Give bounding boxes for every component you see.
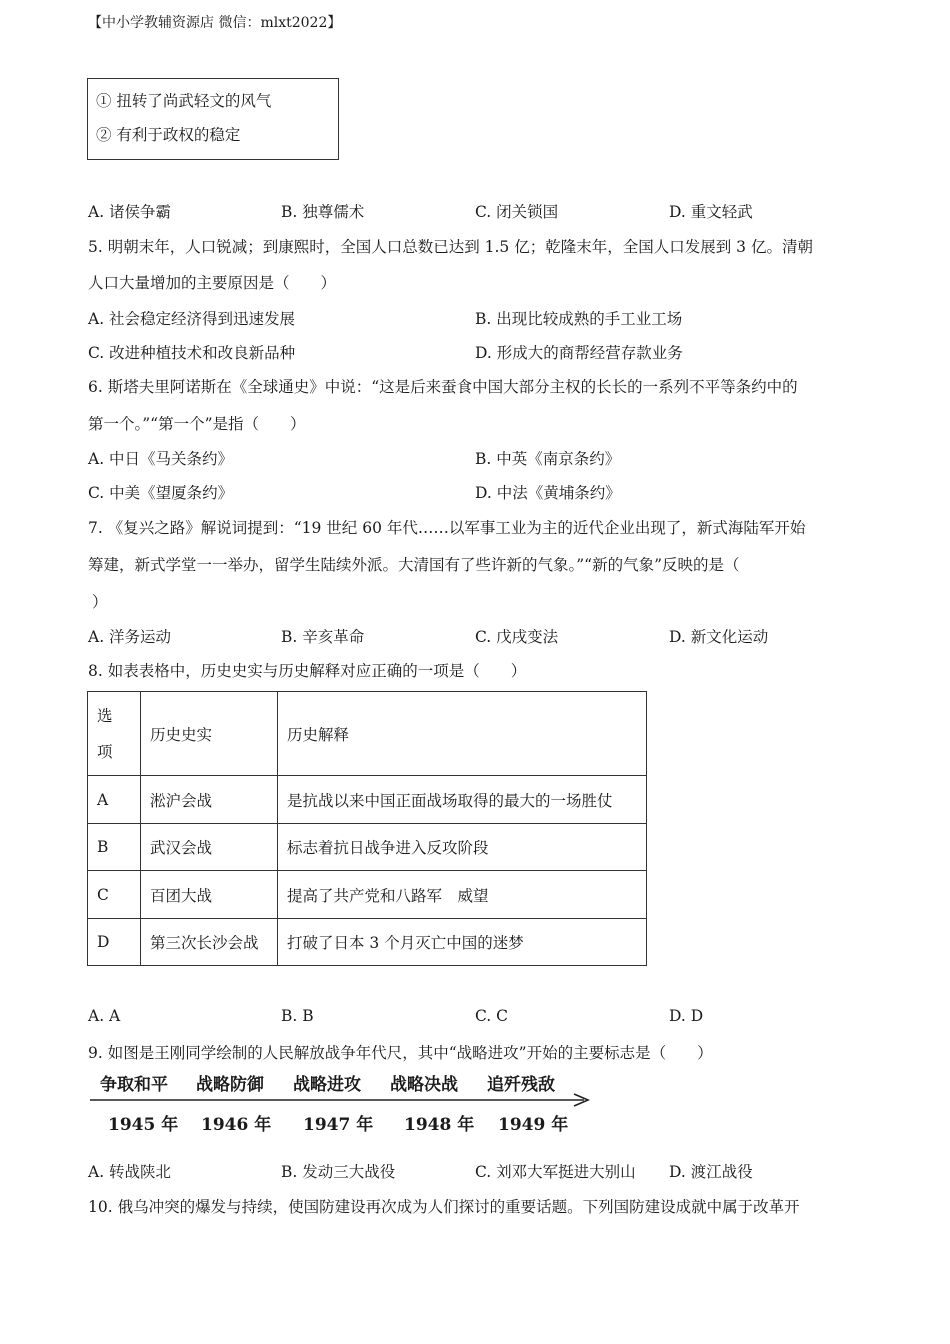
timeline-stage: 战略防御 bbox=[196, 1075, 264, 1095]
q4-option-b[interactable]: B. 独尊儒术 bbox=[281, 203, 365, 221]
q9-option-c[interactable]: C. 刘邓大军挺进大别山 bbox=[475, 1163, 636, 1181]
q5-option-d[interactable]: D. 形成大的商帮经营存款业务 bbox=[475, 344, 683, 362]
table-row bbox=[88, 919, 647, 966]
q9-option-b[interactable]: B. 发动三大战役 bbox=[281, 1163, 396, 1181]
timeline-stage: 追歼残敌 bbox=[487, 1075, 555, 1095]
q7-text-line3: ） bbox=[92, 593, 108, 611]
q5-text-line2: 人口大量增加的主要原因是（ ） bbox=[88, 274, 337, 292]
row-fact: 第三次长沙会战 bbox=[141, 919, 278, 966]
table-header-row bbox=[88, 692, 647, 776]
q7-option-d[interactable]: D. 新文化运动 bbox=[669, 628, 769, 646]
row-option: B bbox=[88, 824, 141, 871]
q4-option-d[interactable]: D. 重文轻武 bbox=[669, 203, 753, 221]
war-timeline bbox=[88, 1068, 598, 1140]
table-header-option bbox=[88, 692, 141, 776]
statement-2: ② 有利于政权的稳定 bbox=[96, 126, 241, 144]
q7-text-line2: 筹建，新式学堂一一举办，留学生陆续外派。大清国有了些许新的气象。”“新的气象”反映的是（ bbox=[88, 556, 740, 574]
row-fact: 淞沪会战 bbox=[141, 776, 278, 824]
table-row bbox=[88, 776, 647, 824]
table-row bbox=[88, 871, 647, 919]
q6-option-b[interactable]: B. 中英《南京条约》 bbox=[475, 450, 621, 468]
q8-option-a[interactable]: A. A bbox=[88, 1007, 121, 1025]
q10-text-line1: 10. 俄乌冲突的爆发与持续，使国防建设再次成为人们探讨的重要话题。下列国防建设成就中属于改革开 bbox=[88, 1198, 800, 1216]
history-table bbox=[87, 691, 647, 966]
timeline-year: 1949 年 bbox=[498, 1115, 569, 1135]
row-option: C bbox=[88, 871, 141, 919]
page-header: 【中小学教辅资源店 微信：mlxt2022】 bbox=[88, 15, 342, 31]
q8-text-line1: 8. 如表表格中，历史史实与历史解释对应正确的一项是（ ） bbox=[88, 662, 527, 680]
timeline-arrow bbox=[88, 1092, 598, 1108]
table-row bbox=[88, 824, 647, 871]
table-header-fact: 历史史实 bbox=[141, 692, 278, 776]
row-option: A bbox=[88, 776, 141, 824]
timeline-year: 1947 年 bbox=[303, 1115, 374, 1135]
row-fact: 武汉会战 bbox=[141, 824, 278, 871]
q7-option-b[interactable]: B. 辛亥革命 bbox=[281, 628, 365, 646]
timeline-year: 1948 年 bbox=[404, 1115, 475, 1135]
row-explanation: 提高了共产党和八路军 威望 bbox=[278, 871, 647, 919]
statement-box bbox=[87, 78, 339, 160]
row-option: D bbox=[88, 919, 141, 966]
q6-option-d[interactable]: D. 中法《黄埔条约》 bbox=[475, 484, 621, 502]
q5-option-a[interactable]: A. 社会稳定经济得到迅速发展 bbox=[88, 310, 296, 328]
row-explanation: 是抗战以来中国正面战场取得的最大的一场胜仗 bbox=[278, 776, 647, 824]
timeline-stage: 战略决战 bbox=[390, 1075, 458, 1095]
timeline-year: 1945 年 bbox=[108, 1115, 179, 1135]
q7-option-a[interactable]: A. 洋务运动 bbox=[88, 628, 172, 646]
q8-option-d[interactable]: D. D bbox=[669, 1007, 704, 1025]
table-header-explanation: 历史解释 bbox=[278, 692, 647, 776]
q7-option-c[interactable]: C. 戊戌变法 bbox=[475, 628, 559, 646]
q9-option-a[interactable]: A. 转战陕北 bbox=[88, 1163, 172, 1181]
q4-option-a[interactable]: A. 诸侯争霸 bbox=[88, 203, 172, 221]
q8-option-b[interactable]: B. B bbox=[281, 1007, 314, 1025]
q9-option-d[interactable]: D. 渡江战役 bbox=[669, 1163, 753, 1181]
q5-text-line1: 5. 明朝末年，人口锐减；到康熙时，全国人口总数已达到 1.5 亿；乾隆末年，全国人口发展到 3 亿。清朝 bbox=[88, 238, 813, 256]
q6-option-c[interactable]: C. 中美《望厦条约》 bbox=[88, 484, 234, 502]
q6-text-line1: 6. 斯塔夫里阿诺斯在《全球通史》中说：“这是后来蚕食中国大部分主权的长长的一系列不平等条约中的 bbox=[88, 378, 798, 396]
q5-option-c[interactable]: C. 改进种植技术和改良新品种 bbox=[88, 344, 296, 362]
q8-option-c[interactable]: C. C bbox=[475, 1007, 509, 1025]
row-explanation: 打破了日本 3 个月灭亡中国的迷梦 bbox=[278, 919, 647, 966]
row-explanation: 标志着抗日战争进入反攻阶段 bbox=[278, 824, 647, 871]
row-fact: 百团大战 bbox=[141, 871, 278, 919]
q7-text-line1: 7. 《复兴之路》解说词提到：“19 世纪 60 年代……以军事工业为主的近代企业出现了，新式海陆军开始 bbox=[88, 519, 806, 537]
q4-option-c[interactable]: C. 闭关锁国 bbox=[475, 203, 559, 221]
q9-text-line1: 9. 如图是王刚同学绘制的人民解放战争年代尺，其中“战略进攻”开始的主要标志是（ ） bbox=[88, 1044, 713, 1062]
header-option-char1: 选 bbox=[97, 706, 113, 725]
timeline-stage: 争取和平 bbox=[100, 1075, 168, 1095]
q6-option-a[interactable]: A. 中日《马关条约》 bbox=[88, 450, 234, 468]
statement-1: ① 扭转了尚武轻文的风气 bbox=[96, 92, 272, 110]
timeline-stage: 战略进攻 bbox=[293, 1075, 361, 1095]
header-option-char2: 项 bbox=[97, 742, 113, 761]
q6-text-line2: 第一个。”“第一个”是指（ ） bbox=[88, 415, 306, 433]
q5-option-b[interactable]: B. 出现比较成熟的手工业工场 bbox=[475, 310, 683, 328]
timeline-year: 1946 年 bbox=[201, 1115, 272, 1135]
